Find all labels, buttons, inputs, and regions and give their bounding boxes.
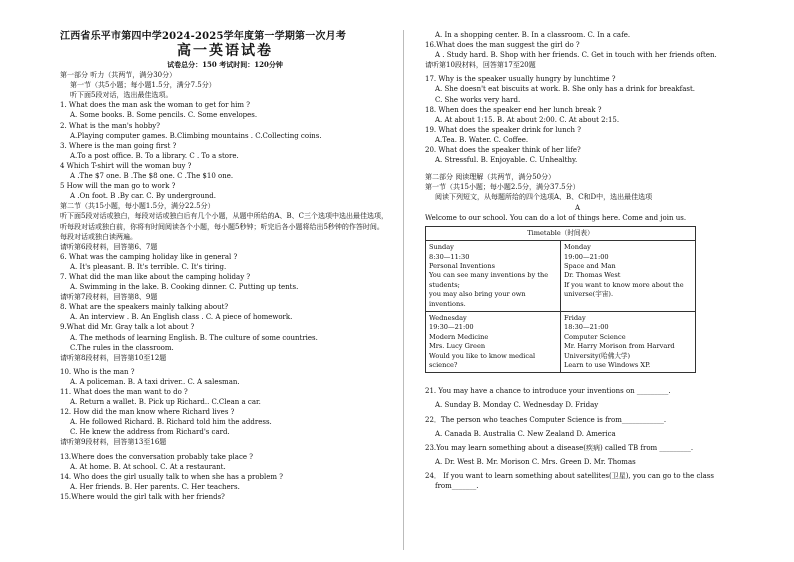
- right-bottom-line: 23.You may learn something about a disease(疾病) called TB from _________.: [425, 443, 694, 452]
- right-column: [425, 30, 730, 491]
- right-bottom-line: A. Canada B. Australia C. New Zealand D. America: [435, 429, 616, 438]
- left-line: C. He knew the address from Richard's card.: [70, 428, 230, 437]
- timetable-cell-monday: Monday 19:00—21:00 Space and Man Dr. Thomas West If you want to know more about the universe(宇宙).: [561, 241, 696, 312]
- right-top-line: A: [574, 203, 581, 212]
- left-column: [60, 30, 390, 502]
- left-line: 3. Where is the man going first ?: [60, 141, 177, 150]
- right-top-line: A . Study hard. B. Shop with her friends. C. Get in touch with her friends often.: [435, 51, 717, 60]
- right-bottom-line: [425, 379, 730, 386]
- right-top-line: 20. What does the speaker think of her life?: [425, 146, 581, 155]
- right-top-line: 阅读下列短文，从每题所给的四个选项A、B、C和D中，选出最佳选项: [435, 193, 653, 202]
- left-line: 15.Where would the girl talk with her friends?: [60, 492, 225, 501]
- right-top-line: A. She doesn't eat biscuits at work. B. She only has a drink for breakfast.: [435, 85, 695, 94]
- left-line: A. An interview . B. An English class . C. A piece of homework.: [70, 313, 293, 322]
- left-line: 听下面5段对话，选出最佳选项。: [70, 91, 173, 100]
- timetable-cell-friday: Friday 18:30—21:00 Computer Science Mr. Harry Morison from Harvard University(哈佛大学) Learn to use Windows XP.: [561, 311, 696, 372]
- left-line: A. It's pleasant. B. It's terrible. C. It's tiring.: [70, 262, 227, 271]
- left-line: A. Some books. B. Some pencils. C. Some envelopes.: [70, 111, 258, 120]
- right-top-line: Welcome to our school. You can do a lot of things here. Come and join us.: [425, 213, 687, 222]
- right-top-line: A.Tea. B. Water. C. Coffee.: [435, 135, 529, 144]
- left-line: 第一部分 听力（共两节，满分30分）: [60, 71, 177, 80]
- left-line: 9.What did Mr. Gray talk a lot about ?: [60, 323, 195, 332]
- right-top-line: 16.What does the man suggest the girl do ?: [425, 41, 580, 50]
- left-line: 13.Where does the conversation probably take place ?: [60, 452, 254, 461]
- right-bottom-line: from_______.: [435, 482, 479, 491]
- left-line: 4 Which T-shirt will the woman buy ?: [60, 161, 192, 170]
- left-line: 12. How did the man know where Richard lives ?: [60, 408, 235, 417]
- left-line: C.The rules in the classroom.: [70, 343, 174, 352]
- left-line: A. The methods of learning English. B. The culture of some countries.: [70, 333, 318, 342]
- left-line: 第一节（共5小题；每小题1.5分，满分7.5分）: [70, 81, 216, 90]
- timetable: [425, 226, 696, 374]
- left-line: A. Her friends. B. Her parents. C. Her teachers.: [70, 482, 240, 491]
- left-line: 7. What did the man like about the camping holiday ?: [60, 272, 251, 281]
- column-divider: [403, 30, 404, 550]
- right-bottom-line: 21. You may have a chance to introduce your inventions on _________.: [425, 387, 671, 396]
- timetable-cell-wednesday: Wednesday 19:30—21:00 Modern Medicine Mrs. Lucy Green Would you like to know medical science?: [426, 311, 561, 372]
- right-top-line: 19. What does the speaker drink for lunch ?: [425, 125, 582, 134]
- left-line: 请听第8段材料，回答第10至12题: [60, 353, 167, 362]
- left-line: 请听第9段材料，回答第13至16题: [60, 438, 167, 447]
- right-bottom-line: 22．The person who teaches Computer Science is from____________.: [425, 415, 667, 424]
- exam-title: 高一英语试卷: [177, 43, 273, 59]
- right-bottom-line: A. Sunday B. Monday C. Wednesday D. Friday: [435, 401, 599, 410]
- left-line: A. Return a wallet. B. Pick up Richard.. C.Clean a car.: [70, 398, 261, 407]
- left-line: 11. What does the man want to do ?: [60, 388, 188, 396]
- left-line: A .On foot. B .By car. C. By underground.: [70, 192, 216, 201]
- exam-meta: 试卷总分：150 考试时间：120分钟: [167, 60, 283, 69]
- left-line: A. At home. B. At school. C. At a restaurant.: [70, 462, 226, 471]
- right-top-line: 请听第10段材料，回答第17至20题: [425, 61, 536, 70]
- school-title: 江西省乐平市第四中学2024-2025学年度第一学期第一次月考: [60, 31, 347, 42]
- right-question-list-bottom: [425, 379, 730, 491]
- left-line: 请听第7段材料，回答第8、9题: [60, 293, 158, 302]
- left-line: A. Swimming in the lake. B. Cooking dinner. C. Putting up tents.: [70, 283, 299, 292]
- right-top-line: [425, 165, 730, 172]
- left-line: 8. What are the speakers mainly talking about?: [60, 303, 229, 312]
- left-line: A .The $7 one. B .The $8 one. C .The $10 one.: [70, 172, 234, 181]
- left-line: 1. What does the man ask the woman to get for him ?: [60, 101, 251, 110]
- timetable-header: Timetable（时间表）: [426, 226, 696, 240]
- left-line: 2. What is the man's hobby?: [60, 121, 161, 130]
- left-line: 10. Who is the man ?: [60, 367, 135, 376]
- left-line: 第二节（共15小题，每小题1.5分，满分22.5分）: [60, 202, 215, 211]
- right-question-list: [425, 30, 730, 223]
- right-top-line: A. At about 1:15. B. At about 2:00. C. At about 2:15.: [435, 115, 620, 124]
- right-top-line: 17. Why is the speaker usually hungry by lunchtime ?: [425, 75, 616, 84]
- right-top-line: C. She works very hard.: [435, 95, 521, 104]
- right-top-line: 第一节（共15小题；每小题2.5分，满分37.5分）: [425, 183, 580, 192]
- right-top-line: A. In a shopping center. B. In a classroom. C. In a cafe.: [435, 31, 631, 39]
- left-line: 6. What was the camping holiday like in general ?: [60, 252, 238, 261]
- left-line: A.Playing computer games. B.Climbing mountains . C.Collecting coins.: [70, 131, 322, 140]
- right-top-line: 18. When does the speaker end her lunch break ?: [425, 105, 602, 114]
- timetable-cell-sunday: Sunday 8:30—11:30 Personal Inventions You can see many inventions by the students; you may also bring your own inventions.: [426, 241, 561, 312]
- left-line: 5 How will the man go to work ?: [60, 182, 176, 191]
- right-bottom-line: A. Dr. West B. Mr. Morison C. Mrs. Green D. Mr. Thomas: [435, 457, 636, 466]
- left-line: A. He followed Richard. B. Richard told him the address.: [70, 418, 272, 427]
- left-question-list: [60, 70, 390, 502]
- left-line: A.To a post office. B. To a library. C . To a store.: [70, 151, 239, 160]
- right-top-line: 第二部分 阅读理解（共两节，满分50分）: [425, 173, 556, 182]
- right-top-line: A. Stressful. B. Enjoyable. C. Unhealthy.: [435, 156, 578, 165]
- left-line: A. A policeman. B. A taxi driver.. C. A salesman.: [70, 377, 240, 386]
- right-bottom-line: 24． If you want to learn something about satellites(卫星), you can go to the class: [425, 471, 714, 480]
- left-line: 听下面5段对话或独白，每段对话或独白后有几个小题，从题中所给的A、B、C三个选项中选出最佳选项，听每段对话或独白前，你将有时间阅读各个小题，每小题5秒钟；听完后各小题将给出5秒钟的作答时间。每段对话或独白读两遍。: [60, 212, 389, 241]
- left-line: 请听第6段材料，回答第6、7题: [60, 242, 158, 251]
- left-line: 14. Who does the girl usually talk to when she has a problem ?: [60, 472, 284, 481]
